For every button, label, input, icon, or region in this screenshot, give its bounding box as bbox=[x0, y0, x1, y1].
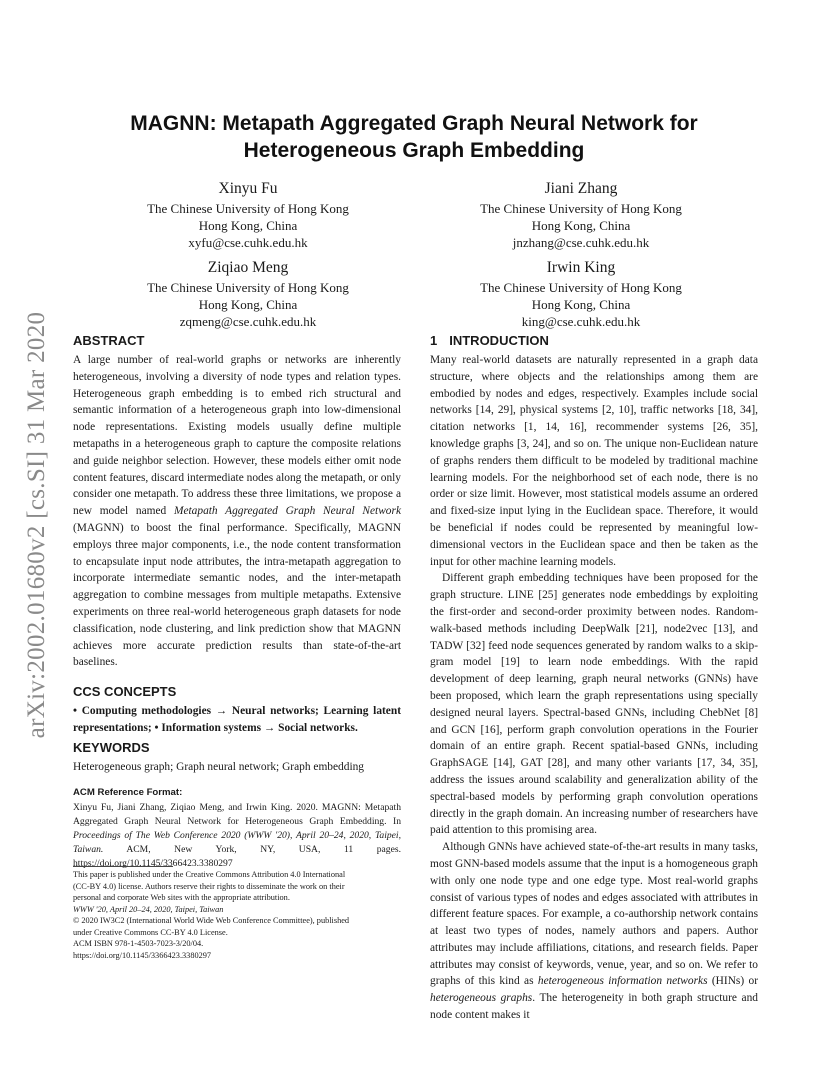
title-line-2: Heterogeneous Graph Embedding bbox=[243, 139, 585, 162]
right-column bbox=[430, 332, 758, 1024]
author-location: Hong Kong, China bbox=[531, 297, 631, 312]
abstract-text-part: (MAGNN) to boost the final performance. Specifically, MAGNN employs three major components, i.e., the node content transformation to encapsulate input node attributes, the intra-metapath aggregation to incorporate intermediate semantic nodes, and the inter-metapath aggregation to combine messages from multiple metapaths. Extensive experiments on three real-world heterogeneous graph datasets for node classification, node clustering, and link prediction show that MAGNN achieves more accurate prediction results than state-of-the-art baselines. bbox=[73, 521, 401, 669]
hin-emphasis: heterogeneous information networks bbox=[537, 975, 708, 988]
footnote-line: personal and corporate Web sites with the appropriate attribution. bbox=[73, 893, 290, 902]
footnote-line: This paper is published under the Creative Commons Attribution 4.0 International bbox=[73, 870, 346, 879]
author-name: Irwin King bbox=[546, 259, 616, 276]
author-affiliation: The Chinese University of Hong Kong bbox=[147, 280, 349, 295]
arxiv-sidebar bbox=[22, 290, 52, 760]
keywords-text: Heterogeneous graph; Graph neural network; Graph embedding bbox=[73, 760, 364, 773]
hetero-graph-emphasis: heterogeneous graphs bbox=[430, 992, 533, 1005]
intro-paragraph bbox=[430, 839, 758, 1024]
section-number: 1 bbox=[430, 333, 438, 348]
section-title: INTRODUCTION bbox=[449, 333, 549, 348]
author-name: Ziqiao Meng bbox=[207, 259, 289, 276]
footnote-rule bbox=[73, 866, 173, 867]
left-column bbox=[73, 332, 401, 871]
abstract-text-part: A large number of real-world graphs or networks are inherently heterogeneous, involving a diversity of node types and relation types. Heterogeneous graph embedding is to embed rich structural and semantic information of a heterogeneous graph into low-dimensional node representations. Existing models usually define multiple metapaths in a heterogeneous graph to capture the composite relations and guide neighbor selection. However, these models either omit node content features, discard intermediate nodes along the metapath, or only consider one metapath. To address these three limitations, we propose a new model named bbox=[73, 354, 401, 518]
footnote-line: https://doi.org/10.1145/3366423.3380297 bbox=[73, 950, 212, 960]
footnote-line: (CC-BY 4.0) license. Authors reserve their rights to disseminate the work on their bbox=[73, 881, 345, 891]
intro-text-part: Although GNNs have achieved state-of-the-art results in many tasks, most GNN-based models assume that the input is a homogeneous graph with only one node type and one edge type. Most real-world graphs consist of various types of nodes and edges associated with attributes in different feature spaces. For example, a co-authorship network contains at least two types of nodes, namely authors and papers. Author attributes may include affiliations, citations, and research fields. Paper attributes may consist of keywords, venue, year, and so on. We refer to graphs of this kind as bbox=[430, 841, 758, 988]
author-email: zqmeng@cse.cuhk.edu.hk bbox=[179, 314, 317, 329]
author-email: jnzhang@cse.cuhk.edu.hk bbox=[512, 235, 650, 250]
abstract-text bbox=[73, 352, 401, 671]
footnote-line: ACM ISBN 978-1-4503-7023-3/20/04. bbox=[73, 939, 204, 948]
author-affiliation: The Chinese University of Hong Kong bbox=[147, 201, 349, 216]
author-location: Hong Kong, China bbox=[198, 297, 298, 312]
footnote-line: © 2020 IW3C2 (International World Wide Web Conference Committee), published bbox=[73, 916, 350, 925]
acm-reference-text bbox=[73, 801, 401, 871]
author-block bbox=[431, 258, 731, 330]
author-email: king@cse.cuhk.edu.hk bbox=[521, 314, 641, 329]
author-affiliation: The Chinese University of Hong Kong bbox=[480, 201, 682, 216]
footnote-line: WWW '20, April 20–24, 2020, Taipei, Taiwan bbox=[73, 904, 224, 914]
keywords-heading: KEYWORDS bbox=[73, 739, 150, 755]
abstract-heading: ABSTRACT bbox=[73, 333, 145, 348]
footnote bbox=[73, 869, 403, 961]
introduction-heading bbox=[430, 332, 758, 350]
ccs-heading: CCS CONCEPTS bbox=[73, 684, 177, 700]
acm-reference-part: ACM, New York, NY, USA, 11 pages. https://doi.org/10.1145/3366423.3380297 bbox=[73, 844, 401, 870]
author-name: Jiani Zhang bbox=[544, 180, 618, 197]
author-email: xyfu@cse.cuhk.edu.hk bbox=[188, 235, 308, 250]
footnote-line: under Creative Commons CC-BY 4.0 License. bbox=[73, 927, 228, 937]
intro-text-part: (HINs) or bbox=[707, 975, 759, 988]
author-location: Hong Kong, China bbox=[531, 218, 631, 233]
title-line-1: MAGNN: Metapath Aggregated Graph Neural Network for bbox=[130, 112, 698, 135]
intro-paragraph: Different graph embedding techniques have been proposed for the graph structure. LINE [25] generates node embeddings by exploiting the first-order and second-order proximity between nodes. Random-walk-based methods including DeepWalk [21], node2vec [13], and TADW [32] feed node sequences generated by random walks to a skip-gram model [19] to learn node embeddings. With the rapid development of deep learning, graph neural networks (GNNs) have been proposed, which learn the graph representations using specially designed neural layers. Spectral-based GNNs, including ChebNet [8] and GCN [16], perform graph convolution operations in the Fourier domain of an entire graph. Recent spatial-based GNNs, including GraphSAGE [14], GAT [28], and many other variants [17, 34, 35], address the issues around scalability and generalization ability of the spectral-based models by performing graph convolution operations directly in the graph domain. An increasing number of researchers have paid attention to this promising area. bbox=[430, 572, 758, 837]
model-name-emphasis: Metapath Aggregated Graph Neural Network bbox=[173, 505, 401, 518]
intro-text-part: . The heterogeneity in both graph structure and node content makes it bbox=[430, 992, 758, 1022]
author-block bbox=[98, 179, 398, 251]
author-affiliation: The Chinese University of Hong Kong bbox=[480, 280, 682, 295]
ccs-text: • Computing methodologies → Neural networks; Learning latent representations; • Information systems → Social networks. bbox=[73, 705, 401, 734]
paper-title bbox=[70, 110, 758, 164]
arxiv-identifier: arXiv:2002.01680v2 [cs.SI] 31 Mar 2020 bbox=[23, 311, 50, 739]
acm-reference-part: Xinyu Fu, Jiani Zhang, Ziqiao Meng, and Irwin King. 2020. MAGNN: Metapath Aggregated Graph Neural Network for Heterogeneous Graph Embedding. In bbox=[73, 802, 401, 828]
intro-paragraph: Many real-world datasets are naturally represented in a graph data structure, where objects and the relationships among them are embodied by nodes and edges, respectively. Examples include social networks [14, 29], physical systems [2, 10], traffic networks [18, 34], citation networks [1, 14, 16], recommender systems [26, 35], knowledge graphs [3, 24], and so on. The unique non-Euclidean nature of graphs renders them difficult to be modeled by traditional machine learning models. For the neighborhood set of each node, there is no order or size limit. However, most statistical models assume an ordered and fixed-size input lying in the Euclidean space. Therefore, it would be beneficial if nodes could be represented by meaningful low-dimensional vectors in the Euclidean space and then be taken as the input for other machine learning models. bbox=[430, 354, 758, 568]
acm-reference-heading: ACM Reference Format: bbox=[73, 786, 183, 798]
author-block bbox=[98, 258, 398, 330]
proceedings-emphasis: Proceedings of The Web Conference 2020 (WWW '20), April 20–24, 2020, Taipei, Taiwan. bbox=[73, 830, 401, 856]
author-name: Xinyu Fu bbox=[218, 180, 278, 197]
author-location: Hong Kong, China bbox=[198, 218, 298, 233]
author-block bbox=[431, 179, 731, 251]
